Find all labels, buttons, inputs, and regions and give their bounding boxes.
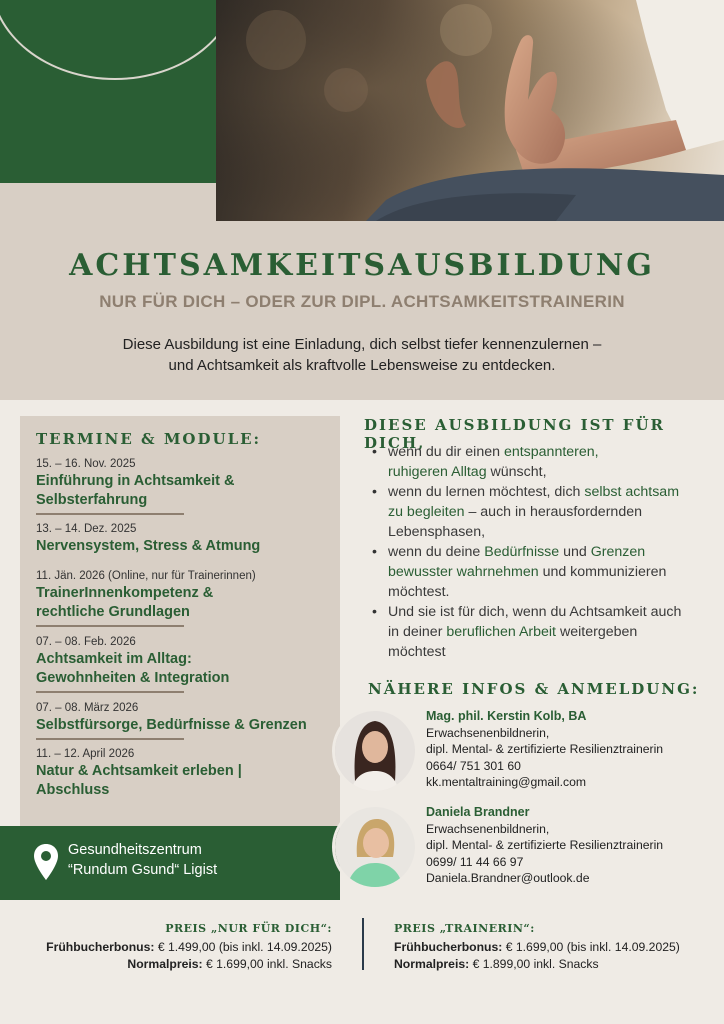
module-item: [36, 570, 326, 627]
contact-phone[interactable]: 0664/ 751 301 60: [426, 758, 521, 773]
contact-details: [426, 708, 663, 791]
location-text: [68, 840, 217, 880]
location-line: Gesundheitszentrum: [68, 842, 202, 858]
decorative-arc: [0, 0, 216, 80]
list-item: • wenn du dir einen entspannteren, ruhigeren Alltag wünscht,: [370, 442, 690, 482]
contact-name: Mag. phil. Kerstin Kolb, BA: [426, 709, 587, 723]
price-early: Frühbucherbonus: € 1.499,00 (bis inkl. 14.09.2025): [46, 940, 332, 954]
contact-name: Daniela Brandner: [426, 805, 530, 819]
intro-line: Diese Ausbildung ist eine Einladung, dich selbst tiefer kennenzulernen –: [122, 336, 602, 353]
module-underline: [36, 625, 184, 627]
header-green-block: [0, 0, 216, 183]
module-date: 13. – 14. Dez. 2025: [36, 523, 137, 535]
intro-line: und Achtsamkeit als kraftvolle Lebensweise zu entdecken.: [168, 357, 556, 374]
module-item: [36, 523, 326, 556]
contact-details: [426, 804, 663, 887]
module-date: 07. – 08. Feb. 2026: [36, 636, 136, 648]
module-item: [36, 458, 326, 515]
intro-text: [60, 334, 664, 376]
module-date: 15. – 16. Nov. 2025: [36, 458, 136, 470]
price-heading: PREIS „TRAINERIN“:: [394, 922, 535, 935]
contact-phone[interactable]: 0699/ 11 44 66 97: [426, 854, 524, 869]
list-item: • wenn du deine Bedürfnisse und Grenzen bewusster wahrnehmen und kommunizieren möchtest.: [370, 542, 690, 602]
price-normal: Normalpreis: € 1.699,00 inkl. Snacks: [127, 957, 332, 971]
location-bar: [0, 826, 340, 900]
module-title: Selbstfürsorge, Bedürfnisse & Grenzen: [36, 717, 307, 733]
list-item: • Und sie ist für dich, wenn du Achtsamkeit auch in deiner beruflichen Arbeit weitergeben möchtest: [370, 602, 690, 662]
for-you-heading: DIESE AUSBILDUNG IST FÜR DICH,: [364, 416, 666, 452]
price-heading: PREIS „NUR FÜR DICH“:: [165, 922, 332, 935]
meditation-photo: [216, 0, 724, 221]
page-subtitle: NUR FÜR DICH – ODER ZUR DIPL. ACHTSAMKEITSTRAINERIN: [99, 292, 625, 311]
price-early: Frühbucherbonus: € 1.699,00 (bis inkl. 14.09.2025): [394, 940, 680, 954]
module-date: 11. – 12. April 2026: [36, 748, 135, 760]
price-trainerin: [394, 920, 714, 973]
module-title: Selbsterfahrung: [36, 492, 148, 508]
price-nur-fuer-dich: [20, 920, 332, 973]
avatar: [332, 804, 418, 890]
list-item: • wenn du lernen möchtest, dich selbst achtsam zu begleiten – auch in herausfordernden Lebensphasen,: [370, 482, 690, 542]
infos-heading: NÄHERE INFOS & ANMELDUNG:: [368, 680, 700, 698]
contact-role: dipl. Mental- & zertifizierte Resilienztrainerin: [426, 838, 664, 852]
map-pin-icon: [34, 844, 58, 880]
module-title: rechtliche Grundlagen: [36, 604, 190, 620]
module-title: Abschluss: [36, 782, 110, 798]
contact-role: Erwachsenenbildnerin,: [426, 725, 550, 740]
module-title: Gewohnheiten & Integration: [36, 670, 230, 686]
meditation-hands-illustration: [216, 0, 724, 221]
contact-role: dipl. Mental- & zertifizierte Resilienztrainerin: [426, 742, 664, 756]
module-title: TrainerInnenkompetenz &: [36, 585, 214, 601]
module-item: [36, 748, 326, 800]
module-title: Einführung in Achtsamkeit &: [36, 473, 235, 489]
module-underline: [36, 738, 184, 740]
module-title: Natur & Achtsamkeit erleben |: [36, 763, 242, 779]
price-divider: [362, 918, 364, 970]
page-title: ACHTSAMKEITSAUSBILDUNG: [69, 248, 655, 283]
termine-heading: TERMINE & MODULE:: [36, 430, 262, 448]
avatar: [332, 708, 418, 794]
module-title: Nervensystem, Stress & Atmung: [36, 538, 261, 554]
module-date: 11. Jän. 2026 (Online, nur für Trainerinnen): [36, 570, 256, 582]
module-underline: [36, 691, 184, 693]
contact-email[interactable]: kk.mentaltraining@gmail.com: [426, 775, 587, 789]
module-underline: [36, 513, 184, 515]
portrait-daniela: [335, 807, 415, 887]
price-normal: Normalpreis: € 1.899,00 inkl. Snacks: [394, 957, 599, 971]
module-item: [36, 636, 326, 693]
location-line: “Rundum Gsund“ Ligist: [68, 862, 218, 878]
module-item: [36, 702, 326, 740]
portrait-kerstin: [335, 711, 415, 791]
contact-email[interactable]: Daniela.Brandner@outlook.de: [426, 871, 590, 885]
module-date: 07. – 08. März 2026: [36, 702, 139, 714]
contact-role: Erwachsenenbildnerin,: [426, 821, 550, 836]
for-you-list: [370, 442, 690, 662]
module-title: Achtsamkeit im Alltag:: [36, 651, 192, 667]
